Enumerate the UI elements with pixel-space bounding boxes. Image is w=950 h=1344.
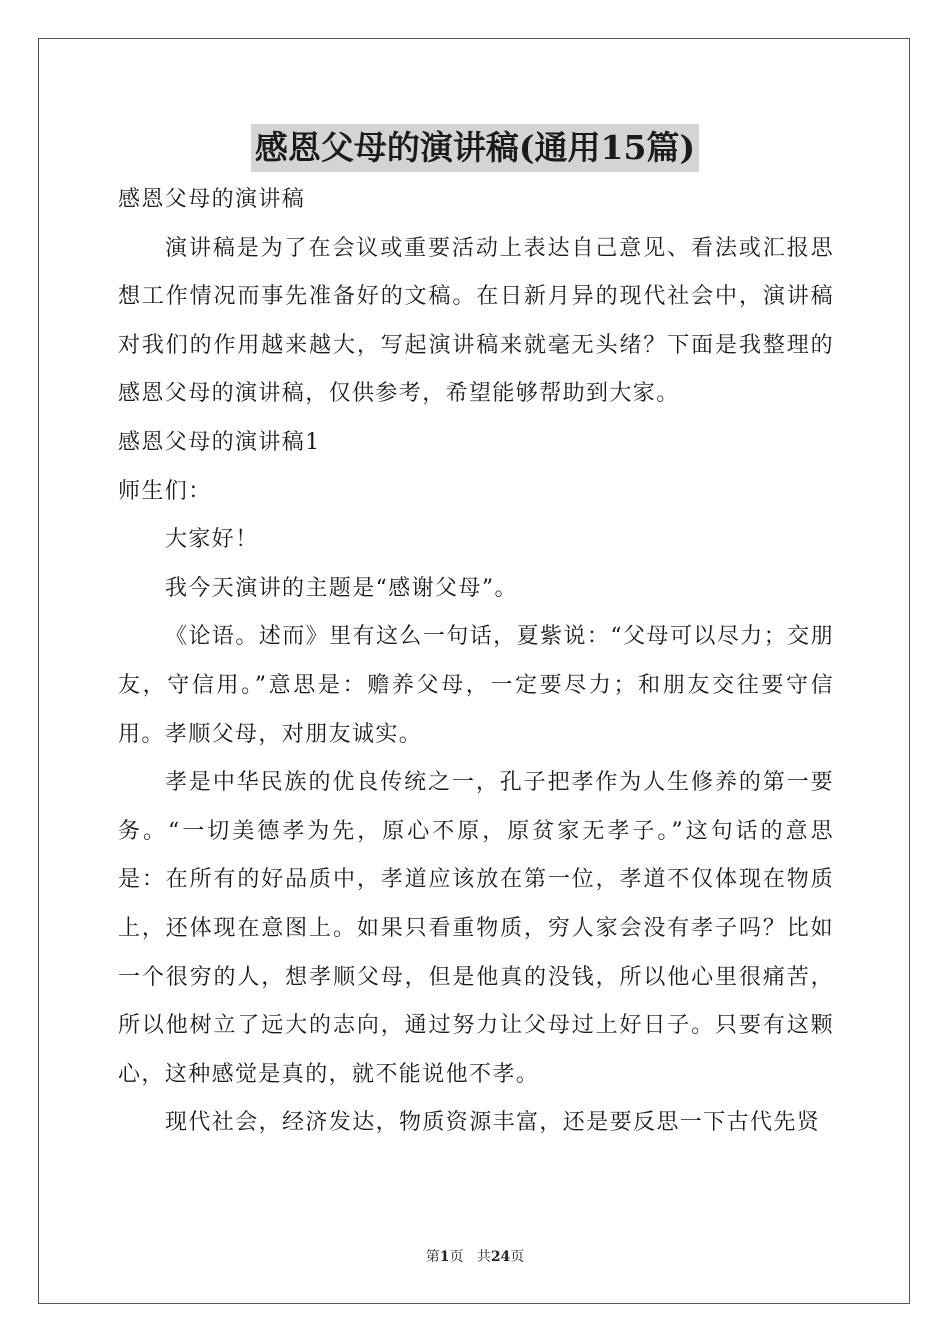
title-container xyxy=(0,124,950,172)
page-suffix: 页 xyxy=(449,1249,464,1265)
paragraph-4: 大家好！ xyxy=(165,527,259,553)
paragraph-8: 现代社会，经济发达，物质资源丰富，还是要反思一下古代先贤 xyxy=(165,1110,821,1136)
total-suffix: 页 xyxy=(510,1249,525,1265)
paragraph-7: 孝是中华民族的优良传统之一，孔子把孝作为人生修养的第一要务。“一切美德孝为先，原心不原，原贫家无孝子。”这句话的意思是：在所有的好品质中，孝道应该放在第一位，孝道不仅体现在物质上，还体现在意图上。如果只看重物质，穷人家会没有孝子吗？比如一个很穷的人，想孝顺父母，但是他真的没钱，所以他心里很痛苦，所以他树立了远大的志向，通过努力让父母过上好日子。只要有这颗心，这种感觉是真的，就不能说他不孝。 xyxy=(118,770,834,1087)
total-pages: 24 xyxy=(490,1249,511,1265)
page-footer xyxy=(0,1246,950,1266)
document-body xyxy=(118,176,834,1148)
page-number: 1 xyxy=(439,1249,450,1265)
paragraph-2: 感恩父母的演讲稿1 xyxy=(118,429,321,455)
paragraph-1: 演讲稿是为了在会议或重要活动上表达自己意见、看法或汇报思想工作情况而事先准备好的文稿。在日新月异的现代社会中，演讲稿对我们的作用越来越大，写起演讲稿来就毫无头绪？下面是我整理的感恩父母的演讲稿，仅供参考，希望能够帮助到大家。 xyxy=(118,235,834,407)
total-prefix: 共 xyxy=(476,1249,491,1265)
page-prefix: 第 xyxy=(425,1249,440,1265)
paragraph-0: 感恩父母的演讲稿 xyxy=(118,187,306,212)
paragraph-6: 《论语。述而》里有这么一句话，夏紫说：“父母可以尽力；交朋友，守信用。”意思是：赡养父母，一定要尽力；和朋友交往要守信用。孝顺父母，对朋友诚实。 xyxy=(118,624,834,747)
paragraph-3: 师生们： xyxy=(118,478,212,504)
paragraph-5: 我今天演讲的主题是“感谢父母”。 xyxy=(165,575,518,601)
document-title: 感恩父母的演讲稿(通用15篇) xyxy=(251,124,699,172)
